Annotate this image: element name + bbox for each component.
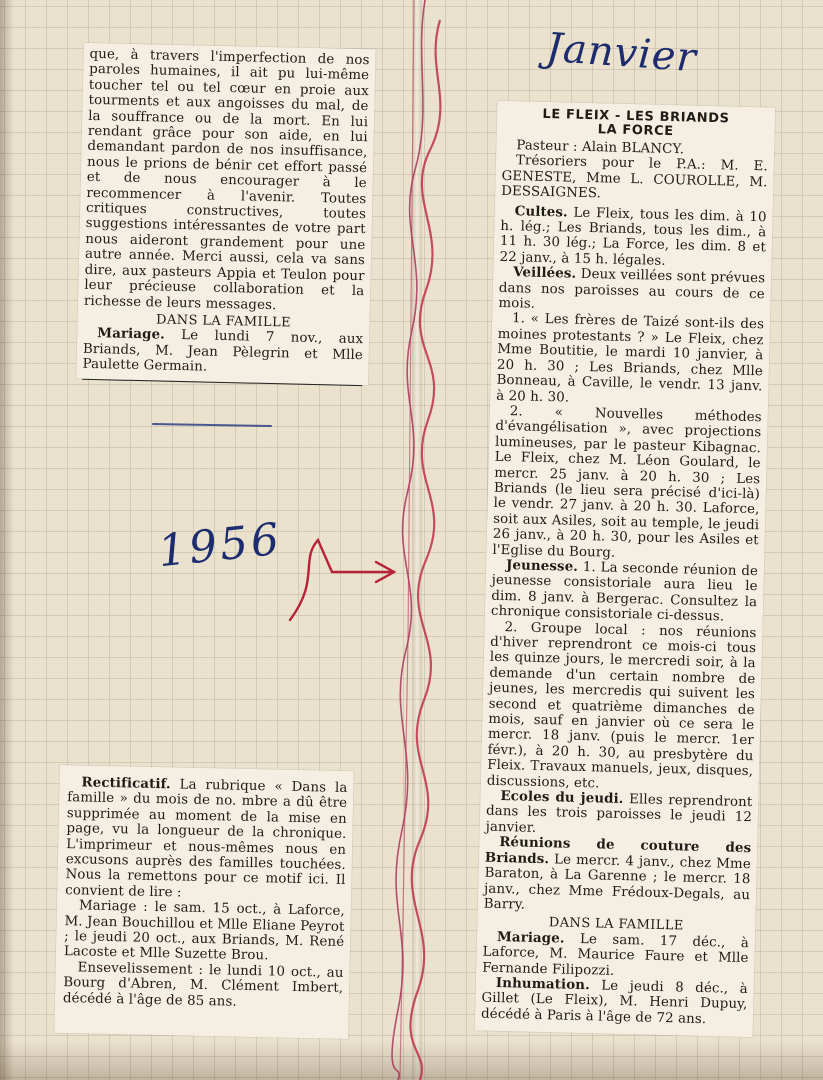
clipping-bottom-left (54, 765, 354, 1039)
clipping-top-left (76, 43, 376, 386)
clipping-paragraph: que, à travers l'imperfection de nos paroles humaines, il ait pu lui-même toucher tel ou tel cœur en proie aux tourments et aux angoisses du mal, de la souffrance ou de la mort. En lui rendant grâce pour son aide, en lui demandant pardon de nos insuffisance, nous le prions de bénir cet effort passé et de nous encourager à le recommencer à l'avenir. Toutes critiques constructives, toutes suggestions intéressantes de votre part nous aideront grandement pour une autre année. Merci aussi, cela va sans dire, aux pasteurs Appia et Teulon pour leur précieuse collaboration et la richesse de leurs messages. (83, 46, 370, 313)
couture-text: Le mercr. 4 janv., chez Mme Baraton, à La Garenne ; le mercr. 18 janv., chez Mme Frédoux-Degals, au Barry. (483, 851, 752, 913)
cultes-label: Cultes. (514, 202, 568, 221)
mariage-entry (82, 326, 363, 379)
mariage-label: Mariage. (97, 325, 166, 343)
ensevelissement-entry: Ensevelissement : le lundi 10 oct., au Bourg d'Abren, M. Clément Imbert, décédé à l'âge de 85 ans. (62, 960, 344, 1010)
parish-heading-line1: LE FLEIX - LES BRIANDS (542, 106, 730, 127)
veillees-label: Veillées. (513, 264, 577, 282)
rectificatif-label: Rectificatif. (81, 774, 171, 793)
ecoles-label: Ecoles du jeudi. (500, 788, 624, 808)
parish-heading-line2: LA FORCE (597, 122, 674, 140)
jeunesse-entry (491, 558, 758, 626)
pasteur-line: Pasteur : Alain BLANCY. (516, 138, 685, 158)
mariage-entry: Mariage : le sam. 15 oct., à Laforce, M. Jean Bouchillou et Mlle Eliane Peyrot ; le jeudi 20 oct., aux Briands, M. René Lacoste et Mlle Suzette Brou. (63, 898, 345, 964)
mariage-label: Mariage. (496, 928, 565, 947)
ecoles-text: Elles reprendront dans les trois paroisses le jeudi 12 janvier. (485, 792, 753, 836)
inhumation-label: Inhumation. (495, 974, 591, 994)
veillees-entry (498, 265, 765, 318)
veillees-text: Deux veillées sont prévues dans nos paroisses au cours de ce mois. (498, 266, 766, 312)
groupe-local-entry: 2. Groupe local : nos réunions d'hiver reprendront ce mois-ci tous les quinze jours, le mercredi soir, à la demande d'un certain nombre de jeunes, les mercredis qui suivent les second et quatrième dimanches de mois, sauf en janvier où ce sera le mercr. 18 janv. (puis le mercr. 1er févr.), à 20 h. 30, au presbytère du Fleix. Travaux manuels, jeux, disques, discussions, etc. (486, 619, 757, 792)
mariage-text: Le lundi 7 nov., aux Briands, M. Jean Pèlegrin et Mlle Paulette Germain. (82, 327, 364, 375)
ecoles-entry (485, 789, 752, 842)
couture-label: Réunions de couture des Briands. (484, 834, 752, 867)
veillee-2: 2. « Nouvelles méthodes d'évangélisation », avec projections lumineuses, par le pasteur Kibagnac. Le Fleix, chez M. Léon Goulard, le mercr. 25 janv. à 20 h. 30 ; Les Briands (le lieu sera précisé d'ici-là) le vendr. 27 janv. à 20 h. 30. Laforce, soit aux Asiles, soit au temple, le jeudi 26 janv., à 20 h. 30, pour les Asiles et l'Eglise du Bourg. (492, 404, 762, 561)
famille-title: DANS LA FAMILLE (548, 915, 684, 934)
mariage-entry (482, 929, 749, 982)
rectificatif-paragraph (65, 775, 348, 904)
veillee-1: 1. « Les frères de Taizé sont-ils des moines protestants ? » Le Fleix, chez Mme Boutitie, le mardi 10 janvier, à 20 h. 30 ; Les Briands, chez Mlle Bonneau, à Caville, le vendr. 13 janv. à 20 h. 30. (496, 311, 765, 406)
jeunesse-label: Jeunesse. (505, 557, 579, 575)
mariage-text: Le sam. 17 déc., à Laforce, M. Maurice Faure et Mlle Fernande Filipozzi. (482, 931, 750, 979)
handwritten-month: Janvier (544, 24, 699, 82)
couture-entry (484, 835, 752, 919)
handwritten-year: 1956 (155, 513, 285, 578)
jeunesse-text: 1. La seconde réunion de jeunesse consistoriale aura lieu le dim. 8 janv. à Bergerac. Consultez la chronique consistoriale ci-dessus. (490, 559, 759, 625)
clipping-right (475, 101, 776, 1038)
tresoriers-line: Trésoriers pour le P.A.: M. E. GENESTE, Mme L. COUROLLE, M. DESSAIGNES. (501, 153, 769, 202)
cultes-text: Le Fleix, tous les dim. à 10 h. lég.; Les Briands, tous les dim., à 11 h. 30 lég.; La Force, les dim. 8 et 22 janv., à 15 h. légales. (499, 205, 767, 269)
inhumation-text: Le jeudi 8 déc., à Gillet (Le Fleix), M. Henri Dupuy, décédé à Paris à l'âge de 72 ans. (480, 978, 748, 1027)
cultes-entry (499, 203, 766, 271)
section-title: DANS LA FAMILLE (155, 312, 292, 331)
rectificatif-text: La rubrique « Dans la famille » du mois de no. mbre a dû être supprimée au moment de la mise en page, vu la longueur de la chronique. L'imprimeur et nous-mêmes nous en excusons auprès des familles touchées. Nous la remettons pour ce motif ici. Il convient de lire : (65, 777, 348, 901)
inhumation-entry (481, 976, 748, 1029)
